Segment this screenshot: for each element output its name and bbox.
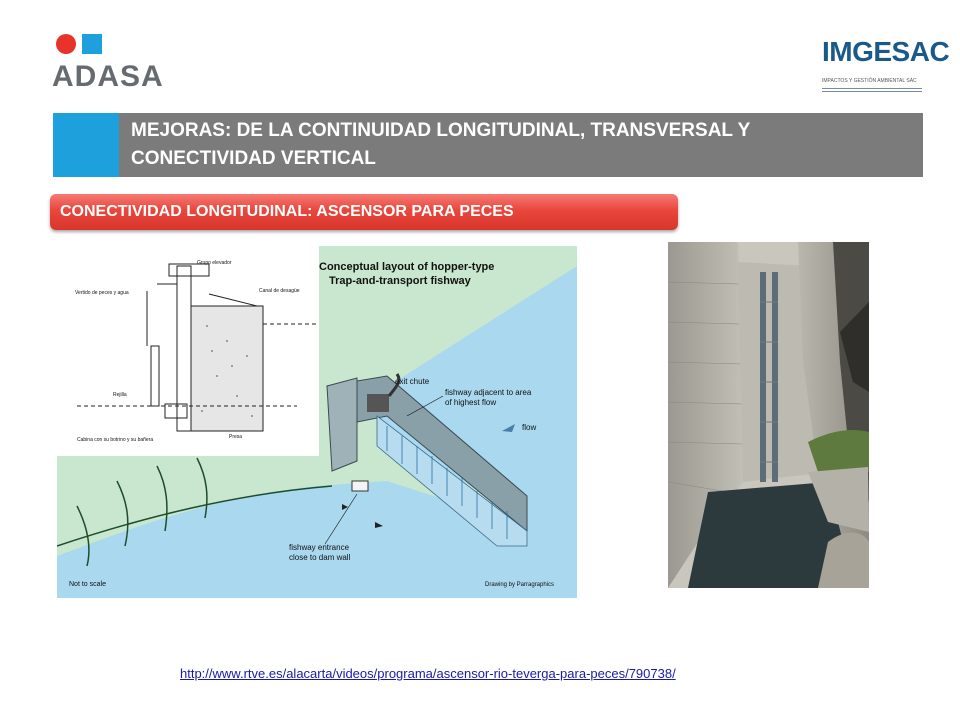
dam-abutment	[327, 378, 357, 471]
label-flow: flow	[522, 423, 537, 432]
fishway-diagram	[57, 246, 577, 598]
fishway-entrance	[352, 481, 368, 491]
slide-title-line1: MEJORAS: DE LA CONTINUIDAD LONGITUDINAL, TRANSVERSAL Y	[131, 120, 751, 141]
inset-label-rejilla: Rejilla	[113, 392, 127, 398]
imgesac-logo-subtitle: IMPACTOS Y GESTIÓN AMBIENTAL SAC	[822, 78, 917, 84]
slide-title-line2: CONECTIVIDAD VERTICAL	[131, 148, 376, 169]
inset-label-grupo-elevador: Grupo elevador	[197, 260, 232, 266]
label-not-to-scale: Not to scale	[69, 581, 106, 588]
fish-lift-photo	[668, 242, 869, 588]
inset-label-presa: Presa	[229, 434, 243, 440]
inset-diagram	[57, 246, 319, 456]
label-fishway-entrance-2: close to dam wall	[289, 553, 351, 562]
diagram-heading-line2: Trap-and-transport fishway	[329, 275, 471, 287]
adasa-logo-blue-square	[82, 34, 102, 54]
adasa-logo-text: ADASA	[52, 60, 164, 93]
label-exit-chute: exit chute	[395, 377, 430, 386]
label-fishway-adjacent-1: fishway adjacent to area	[445, 388, 532, 397]
video-link[interactable]: http://www.rtve.es/alacarta/videos/programa/ascensor-rio-teverga-para-peces/790738/	[180, 666, 676, 681]
inset-label-vertido: Vertido de peces y agua	[75, 290, 129, 296]
diagram-heading-line1: Conceptual layout of hopper-type	[319, 261, 495, 273]
imgesac-logo-rule	[822, 88, 922, 89]
subtitle-text: CONECTIVIDAD LONGITUDINAL: ASCENSOR PARA PECES	[60, 203, 514, 220]
adasa-logo-red-dot	[56, 34, 76, 54]
label-fishway-adjacent-2: of highest flow	[445, 398, 497, 407]
label-fishway-entrance-1: fishway entrance	[289, 543, 350, 552]
hopper-structure	[367, 394, 389, 412]
imgesac-logo-rule	[822, 91, 922, 92]
imgesac-logo-text: IMGESAC	[822, 36, 950, 67]
title-accent-block	[53, 113, 119, 177]
inset-label-canal: Canal de desagüe	[259, 288, 300, 294]
label-credit: Drawing by Parragraphics	[485, 582, 555, 588]
slide-title	[131, 117, 921, 173]
inset-label-cabina: Cabina con su botrino y su bañera	[77, 437, 154, 443]
